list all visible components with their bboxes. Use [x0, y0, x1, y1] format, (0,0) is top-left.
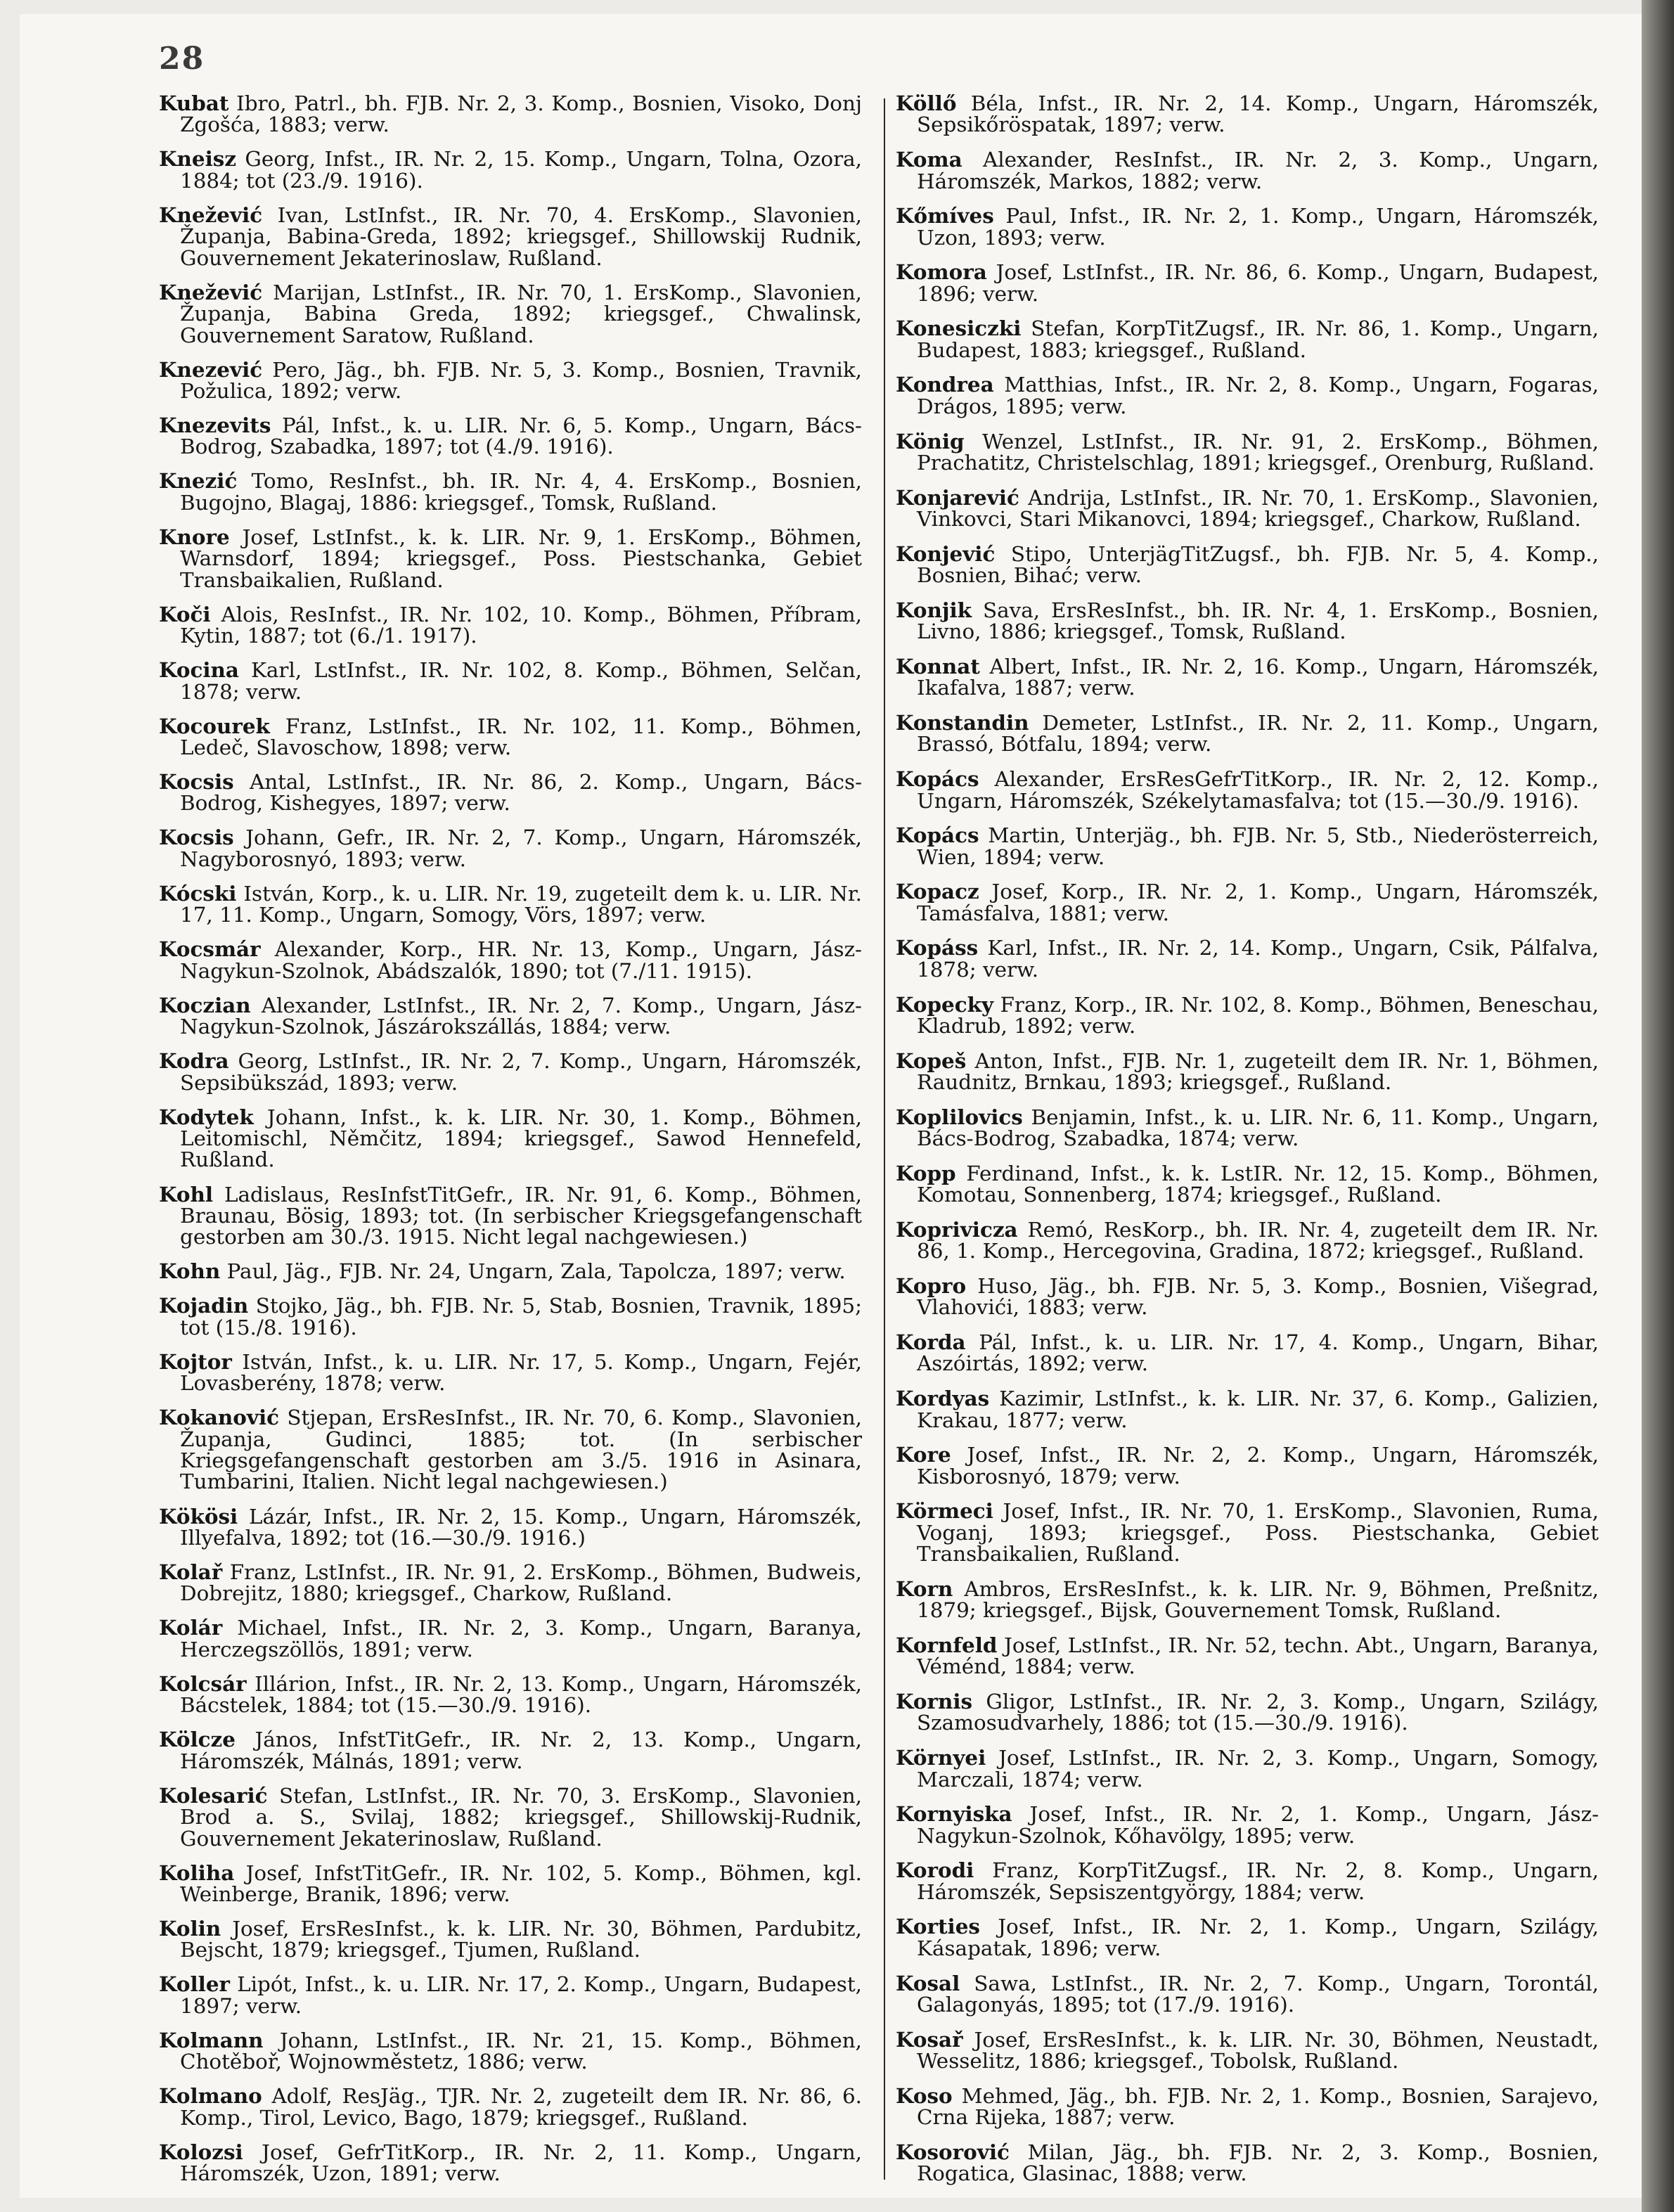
entry-details: Josef, LstInfst., IR. Nr. 86, 6. Komp., Ungarn, Budapest, 1896; verw.: [917, 260, 1599, 306]
entry-surname: Kojadin: [159, 1293, 249, 1318]
register-entry: [159, 2027, 862, 2074]
register-entry: [159, 1050, 862, 1093]
entry-details: Paul, Infst., IR. Nr. 2, 1. Komp., Ungarn, Háromszék, Uzon, 1893; verw.: [917, 204, 1599, 250]
entry-surname: Kocina: [159, 657, 239, 683]
entry-surname: Kohl: [159, 1181, 214, 1207]
entry-surname: Kőmíves: [896, 203, 994, 229]
register-entry: [896, 1970, 1599, 2017]
entry-details: Josef, Infst., IR. Nr. 2, 1. Komp., Ungarn, Szilágy, Kásapatak, 1896; verw.: [917, 1915, 1599, 1960]
register-entry: [896, 597, 1599, 644]
entry-details: Josef, LstInfst., k. k. LIR. Nr. 9, 1. ErsKomp., Böhmen, Warnsdorf, 1894; kriegsgef., Poss. Piestschanka, Gebiet Transbaikalien, Rußland.: [180, 525, 862, 592]
entry-surname: Kopro: [896, 1273, 967, 1298]
entry-details: Pál, Infst., k. u. LIR. Nr. 17, 4. Komp., Ungarn, Bihar, Aszóirtás, 1892; verw.: [917, 1330, 1599, 1376]
entry-details: Demeter, LstInfst., IR. Nr. 2, 11. Komp., Ungarn, Brassó, Bótfalu, 1894; verw.: [917, 711, 1599, 757]
register-entry: [159, 1295, 862, 1338]
entry-surname: König: [896, 428, 965, 454]
register-entry: [159, 1860, 862, 1906]
entry-details: Alexander, ErsResGefrTitKorp., IR. Nr. 2, 12. Komp., Ungarn, Háromszék, Székelytamasfalva; tot (15.—30./9. 1916).: [917, 767, 1599, 813]
entry-surname: Komora: [896, 259, 987, 285]
register-entry: [896, 93, 1599, 136]
entry-details: Sawa, LstInfst., IR. Nr. 2, 7. Komp., Ungarn, Torontál, Galagonyás, 1895; tot (17./9. 1916).: [917, 1971, 1599, 2017]
entry-details: Stefan, KorpTitZugsf., IR. Nr. 86, 1. Komp., Ungarn, Budapest, 1883; kriegsgef., Rußland.: [917, 316, 1599, 362]
entry-surname: Kohn: [159, 1259, 221, 1284]
entry-surname: Kolmano: [159, 2083, 262, 2109]
register-entry: [896, 825, 1599, 868]
entry-details: Sava, ErsResInfst., bh. IR. Nr. 4, 1. ErsKomp., Bosnien, Livno, 1886; kriegsgef., Tomsk, Rußland.: [917, 598, 1599, 644]
register-entry: [159, 1617, 862, 1660]
entry-details: Alexander, LstInfst., IR. Nr. 2, 7. Komp., Ungarn, Jász-Nagykun-Szolnok, Jászárokszállás, 1884; verw.: [180, 993, 862, 1039]
entry-details: Josef, Infst., IR. Nr. 2, 2. Komp., Ungarn, Háromszék, Kisborosnyó, 1879; verw.: [917, 1443, 1599, 1488]
entry-details: Béla, Infst., IR. Nr. 2, 14. Komp., Ungarn, Háromszék, Sepsikőröspatak, 1897; verw.: [917, 91, 1599, 137]
entry-details: Albert, Infst., IR. Nr. 2, 16. Komp., Ungarn, Háromszék, Ikafalva, 1887; verw.: [917, 654, 1599, 700]
register-entry: [159, 657, 862, 704]
register-entry: [159, 356, 862, 403]
entry-surname: Koliha: [159, 1860, 235, 1885]
entry-details: Paul, Jäg., FJB. Nr. 24, Ungarn, Zala, Tapolcza, 1897; verw.: [220, 1259, 846, 1284]
register-entry: [159, 1351, 862, 1394]
entry-details: Pero, Jäg., bh. FJB. Nr. 5, 3. Komp., Bosnien, Travnik, Požulica, 1892; verw.: [180, 357, 862, 403]
register-entry: [896, 205, 1599, 248]
register-entry: [159, 2085, 862, 2128]
entry-details: Adolf, ResJäg., TJR. Nr. 2, zugeteilt dem IR. Nr. 86, 6. Komp., Tirol, Levico, Bago, 1879; kriegsgef., Rußland.: [180, 2084, 862, 2130]
entry-surname: Kölcze: [159, 1727, 236, 1752]
register-entry: [159, 1782, 862, 1851]
entry-surname: Köllő: [896, 91, 957, 115]
entry-surname: Kornfeld: [896, 1632, 998, 1657]
register-entry: [896, 1104, 1599, 1151]
register-entry: [896, 2085, 1599, 2128]
page-number: 28: [159, 41, 205, 77]
entry-surname: Koprivicza: [896, 1216, 1018, 1242]
entry-surname: Korties: [896, 1914, 980, 1939]
register-entry: [896, 484, 1599, 532]
register-entry: [159, 601, 862, 648]
entry-surname: Kolozsi: [159, 2139, 243, 2164]
register-entry: [896, 712, 1599, 755]
register-entry: [159, 713, 862, 759]
entry-details: Josef, LstInfst., IR. Nr. 2, 3. Komp., Ungarn, Somogy, Marczali, 1874; verw.: [917, 1746, 1599, 1792]
entry-surname: Kócski: [159, 880, 237, 906]
entry-surname: Kopács: [896, 823, 979, 848]
entry-surname: Körmeci: [896, 1498, 993, 1524]
register-entry: [159, 470, 862, 513]
entry-surname: Koplilovics: [896, 1104, 1023, 1129]
entry-details: Marijan, LstInfst., IR. Nr. 70, 1. ErsKomp., Slavonien, Županja, Babina Greda, 1892; kriegsgef., Chwalinsk, Gouvernement Saratow, Rußland.: [180, 280, 862, 347]
entry-surname: Kneisz: [159, 146, 237, 172]
entry-details: Josef, ErsResInfst., k. k. LIR. Nr. 30, Böhmen, Neustadt, Wesselitz, 1886; kriegsgef., Tobolsk, Rußland.: [917, 2027, 1599, 2073]
entry-details: Stefan, LstInfst., IR. Nr. 70, 3. ErsKomp., Slavonien, Brod a. S., Svilaj, 1882; kriegsgef., Shillowskij-Rudnik, Gouvernement Jekaterinoslaw, Rußland.: [180, 1783, 862, 1851]
entry-surname: Kopacz: [896, 879, 979, 904]
register-entry: [896, 1578, 1599, 1621]
entry-details: Ladislaus, ResInfstTitGefr., IR. Nr. 91, 6. Komp., Böhmen, Braunau, Bösig, 1893; tot. (In serbischer Kriegsgefangenschaft gestorben am 30./3. 1915. Nicht legal nachgewiesen.): [180, 1182, 862, 1249]
left-column: [159, 93, 862, 2185]
entry-details: Anton, Infst., FJB. Nr. 1, zugeteilt dem IR. Nr. 1, Böhmen, Raudnitz, Brnkau, 1893; kriegsgef., Rußland.: [917, 1048, 1599, 1094]
entry-details: Johann, Infst., k. k. LIR. Nr. 30, 1. Komp., Böhmen, Leitomischl, Němčitz, 1894; kriegsgef., Sawod Hennefeld, Rußland.: [180, 1105, 862, 1172]
entry-details: Gligor, LstInfst., IR. Nr. 2, 3. Komp., Ungarn, Szilágy, Szamosudvarhely, 1886; tot (15.—30./9. 1916).: [917, 1690, 1599, 1735]
entry-details: Mehmed, Jäg., bh. FJB. Nr. 2, 1. Komp., Bosnien, Sarajevo, Crna Rijeka, 1887; verw.: [917, 2083, 1599, 2130]
entry-surname: Knezić: [159, 468, 238, 494]
register-entry: [159, 93, 862, 136]
register-entry: [159, 524, 862, 592]
register-entry: [159, 2139, 862, 2186]
entry-surname: Konjik: [896, 597, 972, 622]
entry-surname: Konjarević: [896, 484, 1019, 510]
register-entry: [896, 541, 1599, 588]
register-entry: [896, 1275, 1599, 1318]
register-entry: [896, 2026, 1599, 2073]
entry-surname: Kopeš: [896, 1048, 967, 1073]
entry-surname: Korodi: [896, 1858, 974, 1883]
entry-surname: Koso: [896, 2083, 953, 2108]
entry-details: Stojko, Jäg., bh. FJB. Nr. 5, Stab, Bosnien, Travnik, 1895; tot (15./8. 1916).: [180, 1294, 862, 1339]
entry-details: Remó, ResKorp., bh. IR. Nr. 4, zugeteilt dem IR. Nr. 86, 1. Komp., Hercegovina, Gradina, 1872; kriegsgef., Rußland.: [917, 1217, 1599, 1263]
page-edge-shadow: [1642, 0, 1674, 2212]
entry-details: Ivan, LstInfst., IR. Nr. 70, 4. ErsKomp., Slavonien, Županja, Babina-Greda, 1892; kriegsgef., Shillowskij Rudnik, Gouvernement Jekaterinoslaw, Rußland.: [180, 202, 862, 270]
entry-surname: Kolcsár: [159, 1671, 247, 1696]
register-entry: [159, 1407, 862, 1493]
register-entry: [896, 428, 1599, 475]
right-column: [896, 93, 1599, 2185]
register-entry: [896, 1160, 1599, 1207]
entry-details: Stjepan, ErsResInfst., IR. Nr. 70, 6. Komp., Slavonien, Županja, Gudinci, 1885; tot. (In serbischer Kriegsgefangenschaft gestorben am 3./5. 1916 in Asinara, Tumbarini, Italien. Nicht legal nachgewiesen.): [180, 1406, 862, 1494]
entry-details: Huso, Jäg., bh. FJB. Nr. 5, 3. Komp., Bosnien, Višegrad, Vlahovići, 1883; verw.: [917, 1273, 1599, 1320]
register-entry: [159, 992, 862, 1039]
entry-details: Benjamin, Infst., k. u. LIR. Nr. 6, 11. Komp., Ungarn, Bács-Bodrog, Szabadka, 1874; verw.: [917, 1105, 1599, 1151]
register-entry: [159, 279, 862, 347]
entry-surname: Kosal: [896, 1970, 960, 1995]
entry-surname: Kökösi: [159, 1503, 238, 1529]
entry-details: Michael, Infst., IR. Nr. 2, 3. Komp., Ungarn, Baranya, Herczegszöllös, 1891; verw.: [180, 1616, 862, 1661]
entry-details: Ambros, ErsResInfst., k. k. LIR. Nr. 9, Böhmen, Preßnitz, 1879; kriegsgef., Bijsk, Gouvernement Tomsk, Rußland.: [917, 1576, 1599, 1623]
register-entry: [896, 1498, 1599, 1567]
entry-surname: Korda: [896, 1330, 966, 1355]
entry-surname: Koma: [896, 147, 962, 172]
entry-surname: Konstandin: [896, 710, 1029, 735]
entry-surname: Knezevits: [159, 413, 271, 437]
entry-details: Tomo, ResInfst., bh. IR. Nr. 4, 4. ErsKomp., Bosnien, Bugojno, Blagaj, 1886: kriegsgef., Tomsk, Rußland.: [180, 469, 862, 515]
register-entry: [159, 880, 862, 927]
register-entry: [896, 1388, 1599, 1431]
entry-surname: Kordyas: [896, 1386, 990, 1411]
entry-surname: Kondrea: [896, 372, 994, 397]
register-entry: [896, 881, 1599, 924]
register-entry: [159, 1729, 862, 1772]
register-entry: [159, 1915, 862, 1962]
entry-surname: Kocourek: [159, 713, 270, 738]
entry-surname: Kopáss: [896, 935, 979, 960]
entry-details: Pál, Infst., k. u. LIR. Nr. 6, 5. Komp., Ungarn, Bács-Bodrog, Szabadka, 1897; tot (4./9. 1916).: [180, 413, 862, 459]
entry-surname: Kosorović: [896, 2139, 1010, 2164]
register-entry: [896, 1332, 1599, 1375]
entry-surname: Kolesarić: [159, 1782, 268, 1808]
entry-details: János, InfstTitGefr., IR. Nr. 2, 13. Komp., Ungarn, Háromszék, Málnás, 1891; verw.: [180, 1728, 862, 1773]
entry-surname: Koller: [159, 1972, 231, 1997]
register-entry: [159, 202, 862, 270]
entry-details: Kazimir, LstInfst., k. k. LIR. Nr. 37, 6. Komp., Galizien, Krakau, 1877; verw.: [917, 1387, 1599, 1432]
register-entry: [896, 374, 1599, 417]
register-entry: [159, 1104, 862, 1172]
register-entry: [896, 1860, 1599, 1903]
entry-surname: Knore: [159, 524, 230, 549]
register-entry: [159, 771, 862, 814]
register-entry: [896, 1216, 1599, 1263]
entry-surname: Koczian: [159, 992, 251, 1017]
entry-surname: Kolár: [159, 1615, 223, 1640]
entry-details: Georg, LstInfst., IR. Nr. 2, 7. Komp., Ungarn, Háromszék, Sepsibükszád, 1893; verw.: [180, 1049, 862, 1095]
entry-surname: Kopács: [896, 766, 979, 792]
entry-surname: Kosař: [896, 2026, 963, 2052]
entry-details: Franz, LstInfst., IR. Nr. 102, 11. Komp., Böhmen, Ledeč, Slavoschow, 1898; verw.: [180, 714, 862, 759]
entry-details: Franz, KorpTitZugsf., IR. Nr. 2, 8. Komp., Ungarn, Háromszék, Sepsiszentgyörgy, 1884; verw.: [917, 1858, 1599, 1904]
entry-details: Josef, GefrTitKorp., IR. Nr. 2, 11. Komp., Ungarn, Háromszék, Uzon, 1891; verw.: [180, 2140, 862, 2186]
entry-details: Ibro, Patrl., bh. FJB. Nr. 2, 3. Komp., Bosnien, Visoko, Donj Zgošća, 1883; verw.: [180, 91, 862, 137]
entry-details: Alois, ResInfst., IR. Nr. 102, 10. Komp., Böhmen, Příbram, Kytin, 1887; tot (6./1. 1917).: [180, 602, 862, 648]
entry-surname: Kocsmár: [159, 937, 261, 962]
register-entry: [896, 2139, 1599, 2186]
entry-surname: Kopecky: [896, 991, 994, 1017]
entry-details: Josef, InfstTitGefr., IR. Nr. 102, 5. Komp., Böhmen, kgl. Weinberge, Branik, 1896; verw.: [180, 1860, 862, 1906]
entry-details: Josef, LstInfst., IR. Nr. 52, techn. Abt., Ungarn, Baranya, Véménd, 1884; verw.: [917, 1633, 1599, 1679]
entry-details: Matthias, Infst., IR. Nr. 2, 8. Komp., Ungarn, Fogaras, Drágos, 1895; verw.: [917, 373, 1599, 418]
entry-details: Karl, Infst., IR. Nr. 2, 14. Komp., Ungarn, Csik, Pálfalva, 1878; verw.: [917, 936, 1599, 982]
entry-surname: Kocsis: [159, 825, 234, 850]
register-entry: [159, 1181, 862, 1249]
entry-surname: Koči: [159, 601, 211, 626]
entry-surname: Konesiczki: [896, 316, 1022, 341]
entry-details: Johann, Gefr., IR. Nr. 2, 7. Komp., Ungarn, Háromszék, Nagyborosnyó, 1893; verw.: [180, 825, 862, 871]
entry-details: Franz, Korp., IR. Nr. 102, 8. Komp., Böhmen, Beneschau, Kladrub, 1892; verw.: [917, 992, 1599, 1038]
register-entry: [896, 991, 1599, 1038]
entry-surname: Kopp: [896, 1160, 956, 1185]
entry-details: István, Infst., k. u. LIR. Nr. 17, 5. Komp., Ungarn, Fejér, Lovasberény, 1878; verw.: [180, 1349, 862, 1396]
entry-details: Karl, LstInfst., IR. Nr. 102, 8. Komp., Böhmen, Selčan, 1878; verw.: [180, 658, 862, 704]
entry-surname: Kolmann: [159, 2027, 264, 2052]
entry-surname: Knežević: [159, 202, 263, 227]
entry-surname: Knežević: [159, 279, 263, 304]
register-entry: [896, 937, 1599, 980]
entry-surname: Kornis: [896, 1689, 973, 1714]
register-entry: [159, 1559, 862, 1606]
entry-surname: Kolin: [159, 1915, 221, 1941]
register-entry: [896, 1916, 1599, 1959]
entry-details: Martin, Unterjäg., bh. FJB. Nr. 5, Stb., Niederösterreich, Wien, 1894; verw.: [917, 823, 1599, 869]
entry-surname: Környei: [896, 1745, 986, 1770]
entry-details: Josef, Infst., IR. Nr. 70, 1. ErsKomp., Slavonien, Ruma, Voganj, 1893; kriegsgef., Poss. Piestschanka, Gebiet Transbaikalien, Rußland.: [917, 1499, 1599, 1567]
register-entry: [896, 1747, 1599, 1790]
register-entry: [159, 148, 862, 191]
entry-details: Andrija, LstInfst., IR. Nr. 70, 1. ErsKomp., Slavonien, Vinkovci, Stari Mikanovci, 1894; kriegsgef., Charkow, Rußland.: [917, 485, 1599, 532]
register-entry: [159, 827, 862, 870]
register-entry: [896, 1444, 1599, 1487]
entry-details: Johann, LstInfst., IR. Nr. 21, 15. Komp., Böhmen, Chotěboř, Wojnowměstetz, 1886; verw.: [180, 2028, 862, 2074]
entry-surname: Konnat: [896, 653, 980, 679]
entry-surname: Kubat: [159, 91, 229, 115]
register-entry: [896, 318, 1599, 361]
entry-details: Milan, Jäg., bh. FJB. Nr. 2, 3. Komp., Bosnien, Rogatica, Glasinac, 1888; verw.: [917, 2140, 1599, 2186]
register-entry: [896, 1803, 1599, 1846]
entry-details: Josef, Korp., IR. Nr. 2, 1. Komp., Ungarn, Háromszék, Tamásfalva, 1881; verw.: [917, 880, 1599, 925]
entry-surname: Kokanović: [159, 1405, 280, 1430]
entry-surname: Kore: [896, 1442, 951, 1467]
register-entry: [896, 766, 1599, 813]
entry-details: Josef, ErsResInfst., k. k. LIR. Nr. 30, Böhmen, Pardubitz, Bejscht, 1879; kriegsgef., Tjumen, Rußland.: [180, 1916, 862, 1962]
entry-surname: Kodytek: [159, 1104, 254, 1129]
register-entry: [159, 1974, 862, 2017]
entry-surname: Korn: [896, 1576, 953, 1601]
entry-surname: Kolař: [159, 1559, 223, 1584]
entry-details: Stipo, UnterjägTitZugsf., bh. FJB. Nr. 5, 4. Komp., Bosnien, Bihać; verw.: [917, 541, 1599, 588]
entry-surname: Kodra: [159, 1048, 229, 1074]
entry-details: Georg, Infst., IR. Nr. 2, 15. Komp., Ungarn, Tolna, Ozora, 1884; tot (23./9. 1916).: [180, 147, 862, 193]
entry-details: Illárion, Infst., IR. Nr. 2, 13. Komp., Ungarn, Háromszék, Bácstelek, 1884; tot (15.—30./9. 1916).: [180, 1671, 862, 1718]
register-entry: [159, 1261, 862, 1282]
register-entry: [159, 415, 862, 458]
register-entry: [896, 1050, 1599, 1093]
register-entry: [159, 1503, 862, 1550]
register-entry: [159, 1673, 862, 1716]
register-entry: [896, 259, 1599, 306]
entry-surname: Kojtor: [159, 1349, 232, 1374]
entry-details: Lázár, Infst., IR. Nr. 2, 15. Komp., Ungarn, Háromszék, Illyefalva, 1892; tot (16.—30./9. 1916.): [180, 1504, 862, 1550]
entry-surname: Kocsis: [159, 769, 234, 795]
entry-details: Josef, Infst., IR. Nr. 2, 1. Komp., Ungarn, Jász-Nagykun-Szolnok, Kőhavölgy, 1895; verw.: [917, 1802, 1599, 1848]
entry-details: Ferdinand, Infst., k. k. LstIR. Nr. 12, 15. Komp., Böhmen, Komotau, Sonnenberg, 1874; kriegsgef., Rußland.: [917, 1161, 1599, 1207]
register-entry: [896, 1632, 1599, 1679]
column-divider: [884, 98, 885, 2180]
entry-details: Alexander, ResInfst., IR. Nr. 2, 3. Komp., Ungarn, Háromszék, Markos, 1882; verw.: [917, 148, 1599, 193]
entry-surname: Knezević: [159, 356, 263, 382]
register-entry: [896, 1691, 1599, 1734]
entry-details: Wenzel, LstInfst., IR. Nr. 91, 2. ErsKomp., Böhmen, Prachatitz, Christelschlag, 1891; kriegsgef., Orenburg, Rußland.: [917, 429, 1599, 475]
entry-details: Antal, LstInfst., IR. Nr. 86, 2. Komp., Ungarn, Bács-Bodrog, Kishegyes, 1897; verw.: [180, 770, 862, 816]
register-entry: [159, 939, 862, 982]
document-page: [20, 14, 1644, 2198]
entry-surname: Kornyiska: [896, 1801, 1012, 1827]
entry-details: Alexander, Korp., HR. Nr. 13, Komp., Ungarn, Jász-Nagykun-Szolnok, Abádszalók, 1890; tot (7./11. 1915).: [180, 937, 862, 983]
entry-details: Franz, LstInfst., IR. Nr. 91, 2. ErsKomp., Böhmen, Budweis, Dobrejitz, 1880; kriegsgef., Charkow, Rußland.: [180, 1560, 862, 1606]
entry-details: István, Korp., k. u. LIR. Nr. 19, zugeteilt dem k. u. LIR. Nr. 17, 11. Komp., Ungarn, Somogy, Vörs, 1897; verw.: [180, 881, 862, 927]
register-entry: [896, 653, 1599, 700]
register-entry: [896, 149, 1599, 192]
entry-surname: Konjević: [896, 541, 996, 566]
entry-details: Lipót, Infst., k. u. LIR. Nr. 17, 2. Komp., Ungarn, Budapest, 1897; verw.: [180, 1972, 862, 2018]
